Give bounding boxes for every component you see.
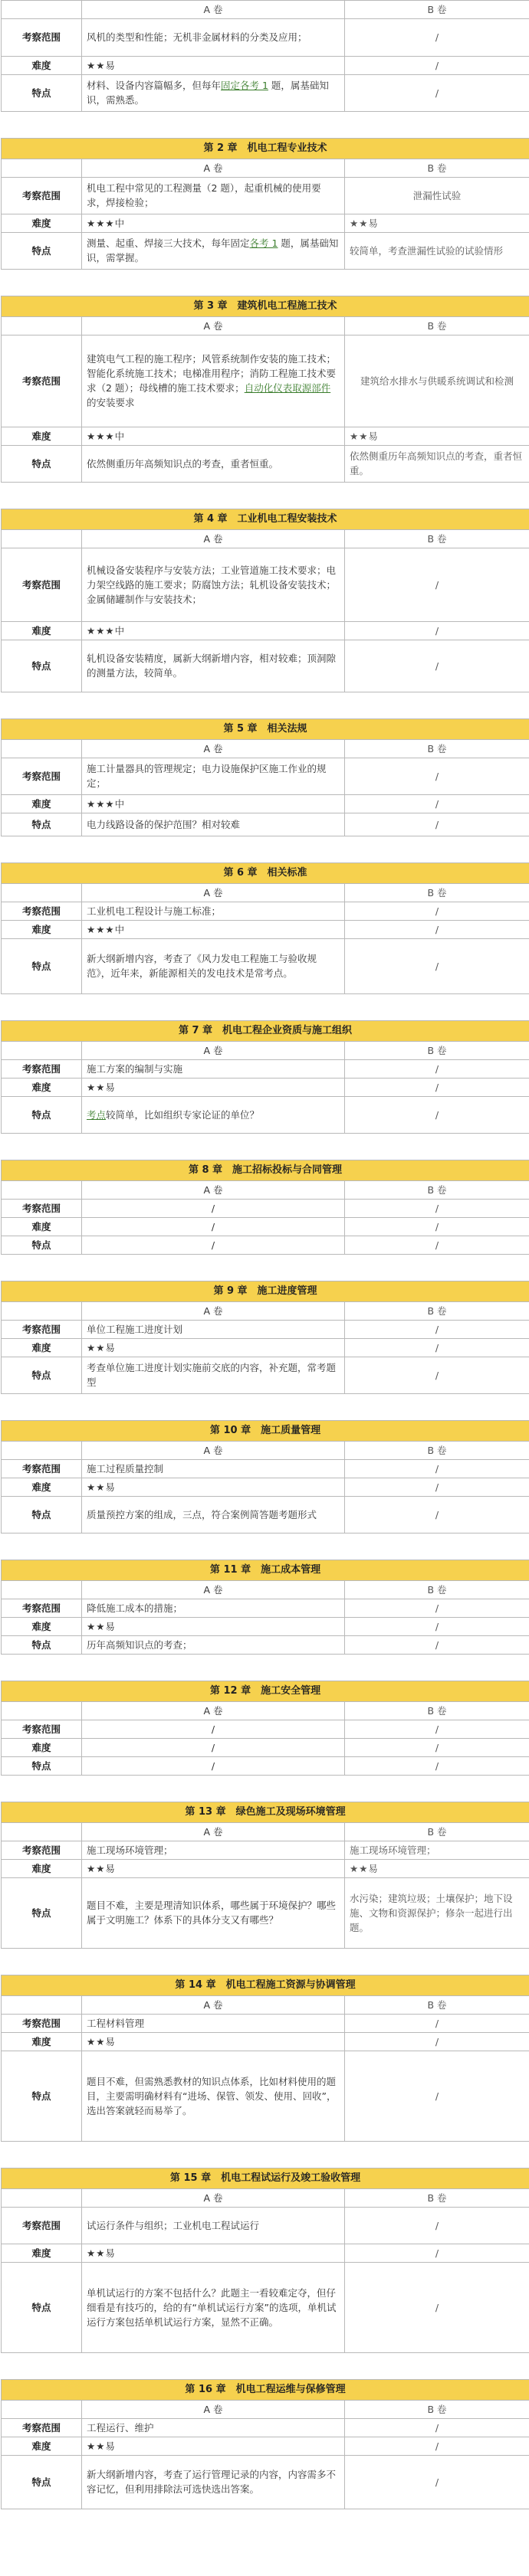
difficulty-a: / bbox=[82, 1217, 345, 1236]
chapter-2-title: 第 2 章 机电工程专业技术 bbox=[1, 138, 529, 159]
chapter-5-title: 第 5 章 相关法规 bbox=[1, 718, 529, 740]
feature-row: 特点 单机试运行的方案不包括什么？此题主一看较难定夺，但仔细看是有技巧的，给的有“单机试运行方案”的选项，单机试运行方案包括单机试运行方案，显然不正确。 / bbox=[2, 2262, 529, 2352]
difficulty-a: ★★易 bbox=[82, 1617, 345, 1635]
chapter-8-title: 第 8 章 施工招标投标与合同管理 bbox=[1, 1160, 529, 1181]
col-a-header: A 卷 bbox=[82, 1, 345, 19]
chapter-13-section bbox=[1, 1802, 529, 1949]
chapter-3-title: 第 3 章 建筑机电工程施工技术 bbox=[1, 296, 529, 317]
scope-a: 施工过程质量控制 bbox=[82, 1459, 345, 1478]
feature-a: 质量预控方案的组成，三点，符合案例简答题考题形式 bbox=[82, 1496, 345, 1533]
scope-row: 考察范围 单位工程施工进度计划 / bbox=[2, 1320, 529, 1338]
feature-b: 较简单，考查泄漏性试验的试验情形 bbox=[345, 232, 529, 269]
difficulty-b: / bbox=[345, 1217, 529, 1236]
difficulty-b: / bbox=[345, 1738, 529, 1756]
scope-row bbox=[2, 19, 529, 56]
feature-a: 材料、设备内容篇幅多，但每年固定各考 1 题，属基础知识，需熟悉。 bbox=[82, 74, 345, 111]
difficulty-a: ★★易 bbox=[82, 2244, 345, 2262]
scope-a: 试运行条件与组织；工业机电工程试运行 bbox=[82, 2207, 345, 2244]
scope-row: 考察范围 施工现场环境管理； 施工现场环境管理； bbox=[2, 1841, 529, 1859]
feature-a: 单机试运行的方案不包括什么？此题主一看较难定夺，但仔细看是有技巧的，给的有“单机试运行方案”的选项，单机试运行方案包括单机试运行方案，显然不正确。 bbox=[82, 2262, 345, 2352]
difficulty-row: 难度 ★★★中 ★★易 bbox=[2, 427, 529, 445]
difficulty-a: ★★易 bbox=[82, 56, 345, 74]
difficulty-b: ★★易 bbox=[345, 214, 529, 232]
feature-row: 特点 质量预控方案的组成，三点，符合案例简答题考题形式 / bbox=[2, 1496, 529, 1533]
scope-row: 考察范围 建筑电气工程的施工程序；风管系统制作安装的施工技术；智能化系统施工技术；电梯准用程序；消防工程施工技术要求（2 题）；母线槽的施工技术要求；自动化仪表取源部件的安装要求 建筑给水排水与供暖系统调试和检测 bbox=[2, 335, 529, 427]
table-header-row: A 卷 B 卷 bbox=[2, 1442, 529, 1460]
table-header-row: A 卷 B 卷 bbox=[2, 740, 529, 758]
scope-a: 机电工程中常见的工程测量（2 题），起重机械的使用要求，焊接检验； bbox=[82, 177, 345, 214]
chapter-12-title: 第 12 章 施工安全管理 bbox=[1, 1681, 529, 1702]
table-header-row: A 卷 B 卷 bbox=[2, 2189, 529, 2208]
scope-row: 考察范围 / / bbox=[2, 1720, 529, 1738]
feature-b: / bbox=[345, 2455, 529, 2509]
chapter-7-section bbox=[1, 1020, 529, 1134]
feature-a: 题目不难，但需熟悉教材的知识点体系，比如材料使用的题目，主要需明确材料有“进场、保管、领发、使用、回收”，选出答案就轻而易举了。 bbox=[82, 2051, 345, 2141]
feature-b: / bbox=[345, 1496, 529, 1533]
feature-a: 历年高频知识点的考查； bbox=[82, 1635, 345, 1654]
difficulty-a: ★★易 bbox=[82, 1078, 345, 1096]
scope-row: 考察范围 机械设备安装程序与安装方法；工业管道施工技术要求；电力架空线路的施工要求；防腐蚀方法；轧机设备安装技术；金属储罐制作与安装技术； / bbox=[2, 548, 529, 621]
feature-a: 题目不难，主要是理清知识体系，哪些属于环境保护？哪些属于文明施工？体系下的具体分支又有哪些？ bbox=[82, 1877, 345, 1948]
difficulty-row: 难度 ★★★中 ★★易 bbox=[2, 214, 529, 232]
feature-a: 新大纲新增内容，考查了《风力发电工程施工与验收规范》，近年来，新能源相关的发电技术是常考点。 bbox=[82, 938, 345, 993]
chapter-1-section bbox=[1, 0, 529, 112]
feature-row: 特点 题目不难，但需熟悉教材的知识点体系，比如材料使用的题目，主要需明确材料有“进场、保管、领发、使用、回收”，选出答案就轻而易举了。 / bbox=[2, 2051, 529, 2141]
feature-b: / bbox=[345, 2262, 529, 2352]
scope-b: 施工现场环境管理； bbox=[345, 1841, 529, 1859]
feature-b: / bbox=[345, 813, 529, 836]
chapter-10-section bbox=[1, 1420, 529, 1533]
scope-a: 施工现场环境管理； bbox=[82, 1841, 345, 1859]
scope-b: / bbox=[345, 1599, 529, 1617]
difficulty-b: / bbox=[345, 56, 529, 74]
chapter-15-section bbox=[1, 2168, 529, 2353]
difficulty-b: / bbox=[345, 1617, 529, 1635]
chapter-3-section bbox=[1, 296, 529, 483]
difficulty-row: 难度 ★★易 / bbox=[2, 1338, 529, 1357]
scope-a: 施工方案的编制与实施 bbox=[82, 1059, 345, 1078]
difficulty-row: 难度 ★★★中 / bbox=[2, 920, 529, 938]
difficulty-b: / bbox=[345, 2244, 529, 2262]
difficulty-b: / bbox=[345, 1478, 529, 1496]
scope-a: 降低施工成本的措施； bbox=[82, 1599, 345, 1617]
feature-a: / bbox=[82, 1756, 345, 1775]
scope-b: / bbox=[345, 1059, 529, 1078]
chapter-13-title: 第 13 章 绿色施工及现场环境管理 bbox=[1, 1802, 529, 1823]
scope-row: 考察范围 工程材料管理 / bbox=[2, 2014, 529, 2032]
difficulty-b: ★★易 bbox=[345, 427, 529, 445]
table-header-row: A 卷 B 卷 bbox=[2, 159, 529, 178]
feature-b: / bbox=[345, 938, 529, 993]
scope-a: 工业机电工程设计与施工标准； bbox=[82, 902, 345, 920]
difficulty-b: / bbox=[345, 621, 529, 640]
feature-a: 测量、起重、焊接三大技术，每年固定各考 1 题，属基础知识，需掌握。 bbox=[82, 232, 345, 269]
chapter-5-section bbox=[1, 718, 529, 836]
scope-b: / bbox=[345, 2207, 529, 2244]
chapter-8-section bbox=[1, 1160, 529, 1255]
scope-b: 泄漏性试验 bbox=[345, 177, 529, 214]
scope-row: 考察范围 工业机电工程设计与施工标准； / bbox=[2, 902, 529, 920]
feature-b: 水污染；建筑垃圾；土壤保护；地下设施、文物和资源保护；修杂一起进行出题。 bbox=[345, 1877, 529, 1948]
feature-row: 特点 题目不难，主要是理清知识体系，哪些属于环境保护？哪些属于文明施工？体系下的具体分支又有哪些？ 水污染；建筑垃圾；土壤保护；地下设施、文物和资源保护；修杂一起进行出题。 bbox=[2, 1877, 529, 1948]
chapter-14-section bbox=[1, 1975, 529, 2142]
feature-row: 特点 电力线路设备的保护范围？相对较难 / bbox=[2, 813, 529, 836]
feature-row bbox=[2, 74, 529, 111]
difficulty-label: 难度 bbox=[2, 56, 82, 74]
difficulty-row: 难度 ★★易 / bbox=[2, 2437, 529, 2455]
table-header-row: A 卷 B 卷 bbox=[2, 1042, 529, 1060]
scope-a: / bbox=[82, 1720, 345, 1738]
feature-row: 特点 历年高频知识点的考查； / bbox=[2, 1635, 529, 1654]
feature-row: 特点 新大纲新增内容，考查了《风力发电工程施工与验收规范》，近年来，新能源相关的发电技术是常考点。 / bbox=[2, 938, 529, 993]
scope-b: / bbox=[345, 2014, 529, 2032]
chapter-16-title: 第 16 章 机电工程运维与保修管理 bbox=[1, 2379, 529, 2401]
chapter-15-title: 第 15 章 机电工程试运行及竣工验收管理 bbox=[1, 2168, 529, 2189]
feature-b: / bbox=[345, 1635, 529, 1654]
chapter-2-section bbox=[1, 138, 529, 270]
difficulty-a: ★★易 bbox=[82, 1859, 345, 1877]
feature-row: 特点 依然侧重历年高频知识点的考查，重者恒重。 依然侧重历年高频知识点的考查，重者恒重。 bbox=[2, 445, 529, 482]
difficulty-row: 难度 ★★易 / bbox=[2, 1617, 529, 1635]
table-header-row: A 卷 B 卷 bbox=[2, 884, 529, 902]
scope-b: / bbox=[345, 758, 529, 794]
difficulty-row: 难度 ★★易 / bbox=[2, 2244, 529, 2262]
scope-row: 考察范围 机电工程中常见的工程测量（2 题），起重机械的使用要求，焊接检验； 泄漏性试验 bbox=[2, 177, 529, 214]
col-b-header: B 卷 bbox=[345, 1, 529, 19]
feature-row: 特点 轧机设备安装精度，属新大纲新增内容，相对较难；顶洞隙的测量方法，较简单。 / bbox=[2, 640, 529, 692]
chapter-9-title: 第 9 章 施工进度管理 bbox=[1, 1281, 529, 1302]
feature-b: 依然侧重历年高频知识点的考查，重者恒重。 bbox=[345, 445, 529, 482]
table-header-row: A 卷 B 卷 bbox=[2, 1181, 529, 1200]
chapter-9-section bbox=[1, 1281, 529, 1394]
feature-b: / bbox=[345, 1756, 529, 1775]
difficulty-row: 难度 ★★易 ★★易 bbox=[2, 1859, 529, 1877]
difficulty-a: ★★易 bbox=[82, 1338, 345, 1357]
feature-b: / bbox=[345, 1236, 529, 1254]
scope-row: 考察范围 试运行条件与组织；工业机电工程试运行 / bbox=[2, 2207, 529, 2244]
table-header-row: A 卷 B 卷 bbox=[2, 2401, 529, 2419]
scope-a: 机械设备安装程序与安装方法；工业管道施工技术要求；电力架空线路的施工要求；防腐蚀方法；轧机设备安装技术；金属储罐制作与安装技术； bbox=[82, 548, 345, 621]
feature-b: / bbox=[345, 640, 529, 692]
chapter-10-title: 第 10 章 施工质量管理 bbox=[1, 1420, 529, 1442]
difficulty-row: 难度 ★★易 / bbox=[2, 2032, 529, 2051]
scope-b: / bbox=[345, 548, 529, 621]
table-header-row: A 卷 B 卷 bbox=[2, 317, 529, 336]
feature-label: 特点 bbox=[2, 74, 82, 111]
table-header-row: A 卷 B 卷 bbox=[2, 1581, 529, 1599]
table-header-row: A 卷 B 卷 bbox=[2, 1702, 529, 1720]
difficulty-b: / bbox=[345, 1338, 529, 1357]
scope-row: 考察范围 降低施工成本的措施； / bbox=[2, 1599, 529, 1617]
table-header-row: A 卷 B 卷 bbox=[2, 1302, 529, 1321]
feature-b: / bbox=[345, 74, 529, 111]
difficulty-row: 难度 ★★易 / bbox=[2, 1078, 529, 1096]
feature-row: 特点 / / bbox=[2, 1756, 529, 1775]
chapter-12-section bbox=[1, 1681, 529, 1776]
scope-row: 考察范围 / / bbox=[2, 1199, 529, 1217]
feature-row: 特点 新大纲新增内容，考查了运行管理记录的内容，内容需多不容记忆，但利用排除法可选快选出答案。 / bbox=[2, 2455, 529, 2509]
feature-a: 轧机设备安装精度，属新大纲新增内容，相对较难；顶洞隙的测量方法，较简单。 bbox=[82, 640, 345, 692]
difficulty-a: ★★易 bbox=[82, 1478, 345, 1496]
difficulty-a: ★★★中 bbox=[82, 920, 345, 938]
feature-b: / bbox=[345, 2051, 529, 2141]
feature-a: 考查单位施工进度计划实施前交底的内容，补充题，常考题型 bbox=[82, 1357, 345, 1393]
scope-row: 考察范围 施工计量器具的管理规定；电力设施保护区施工作业的规定； / bbox=[2, 758, 529, 794]
scope-b: / bbox=[345, 19, 529, 56]
scope-row: 考察范围 施工方案的编制与实施 / bbox=[2, 1059, 529, 1078]
difficulty-a: ★★★中 bbox=[82, 427, 345, 445]
table-header-row: A 卷 B 卷 bbox=[2, 1823, 529, 1841]
difficulty-b: / bbox=[345, 1078, 529, 1096]
difficulty-b: / bbox=[345, 794, 529, 813]
feature-a: 新大纲新增内容，考查了运行管理记录的内容，内容需多不容记忆，但利用排除法可选快选出答案。 bbox=[82, 2455, 345, 2509]
chapter-16-section bbox=[1, 2379, 529, 2509]
difficulty-a: ★★★中 bbox=[82, 214, 345, 232]
feature-row: 特点 测量、起重、焊接三大技术，每年固定各考 1 题，属基础知识，需掌握。 较简单，考查泄漏性试验的试验情形 bbox=[2, 232, 529, 269]
scope-b: / bbox=[345, 1459, 529, 1478]
scope-b: / bbox=[345, 902, 529, 920]
chapter-6-title: 第 6 章 相关标准 bbox=[1, 862, 529, 884]
feature-row: 特点 / / bbox=[2, 1236, 529, 1254]
difficulty-row: 难度 ★★★中 / bbox=[2, 621, 529, 640]
scope-row: 考察范围 施工过程质量控制 / bbox=[2, 1459, 529, 1478]
scope-b: 建筑给水排水与供暖系统调试和检测 bbox=[345, 335, 529, 427]
feature-b: / bbox=[345, 1096, 529, 1133]
scope-a: 施工计量器具的管理规定；电力设施保护区施工作业的规定； bbox=[82, 758, 345, 794]
feature-a: / bbox=[82, 1236, 345, 1254]
difficulty-row: 难度 ★★★中 / bbox=[2, 794, 529, 813]
scope-b: / bbox=[345, 1720, 529, 1738]
difficulty-b: / bbox=[345, 2437, 529, 2455]
chapter-14-title: 第 14 章 机电工程施工资源与协调管理 bbox=[1, 1975, 529, 1996]
scope-b: / bbox=[345, 1320, 529, 1338]
scope-b: / bbox=[345, 2418, 529, 2437]
chapter-11-title: 第 11 章 施工成本管理 bbox=[1, 1560, 529, 1581]
feature-row: 特点 考点较简单，比如组织专家论证的单位？ / bbox=[2, 1096, 529, 1133]
difficulty-row bbox=[2, 56, 529, 74]
difficulty-row: 难度 / / bbox=[2, 1217, 529, 1236]
scope-b: / bbox=[345, 1199, 529, 1217]
difficulty-row: 难度 ★★易 / bbox=[2, 1478, 529, 1496]
chapter-4-title: 第 4 章 工业机电工程安装技术 bbox=[1, 509, 529, 530]
feature-a: 依然侧重历年高频知识点的考查，重者恒重。 bbox=[82, 445, 345, 482]
difficulty-b: / bbox=[345, 920, 529, 938]
feature-b: / bbox=[345, 1357, 529, 1393]
chapter-11-section bbox=[1, 1560, 529, 1655]
scope-a: 工程运行、维护 bbox=[82, 2418, 345, 2437]
difficulty-row: 难度 / / bbox=[2, 1738, 529, 1756]
difficulty-a: ★★易 bbox=[82, 2437, 345, 2455]
difficulty-a: / bbox=[82, 1738, 345, 1756]
chapter-7-title: 第 7 章 机电工程企业资质与施工组织 bbox=[1, 1020, 529, 1042]
feature-a: 电力线路设备的保护范围？相对较难 bbox=[82, 813, 345, 836]
scope-row: 考察范围 工程运行、维护 / bbox=[2, 2418, 529, 2437]
chapter-4-section bbox=[1, 509, 529, 692]
scope-label: 考察范围 bbox=[2, 19, 82, 56]
table-header-row: A 卷 B 卷 bbox=[2, 530, 529, 548]
difficulty-a: ★★★中 bbox=[82, 794, 345, 813]
chapter-1-table bbox=[2, 0, 529, 19]
scope-a: 工程材料管理 bbox=[82, 2014, 345, 2032]
difficulty-a: ★★易 bbox=[82, 2032, 345, 2051]
difficulty-a: ★★★中 bbox=[82, 621, 345, 640]
feature-row: 特点 考查单位施工进度计划实施前交底的内容，补充题，常考题型 / bbox=[2, 1357, 529, 1393]
difficulty-b: ★★易 bbox=[345, 1859, 529, 1877]
table-header-row: A 卷 B 卷 bbox=[2, 1996, 529, 2015]
scope-a: / bbox=[82, 1199, 345, 1217]
chapter-6-section bbox=[1, 862, 529, 994]
difficulty-b: / bbox=[345, 2032, 529, 2051]
feature-a: 考点较简单，比如组织专家论证的单位？ bbox=[82, 1096, 345, 1133]
table-header-row bbox=[2, 1, 529, 19]
scope-a: 风机的类型和性能；无机非金属材料的分类及应用； bbox=[82, 19, 345, 56]
scope-a: 建筑电气工程的施工程序；风管系统制作安装的施工技术；智能化系统施工技术；电梯准用程序；消防工程施工技术要求（2 题）；母线槽的施工技术要求；自动化仪表取源部件的安装要求 bbox=[82, 335, 345, 427]
scope-a: 单位工程施工进度计划 bbox=[82, 1320, 345, 1338]
